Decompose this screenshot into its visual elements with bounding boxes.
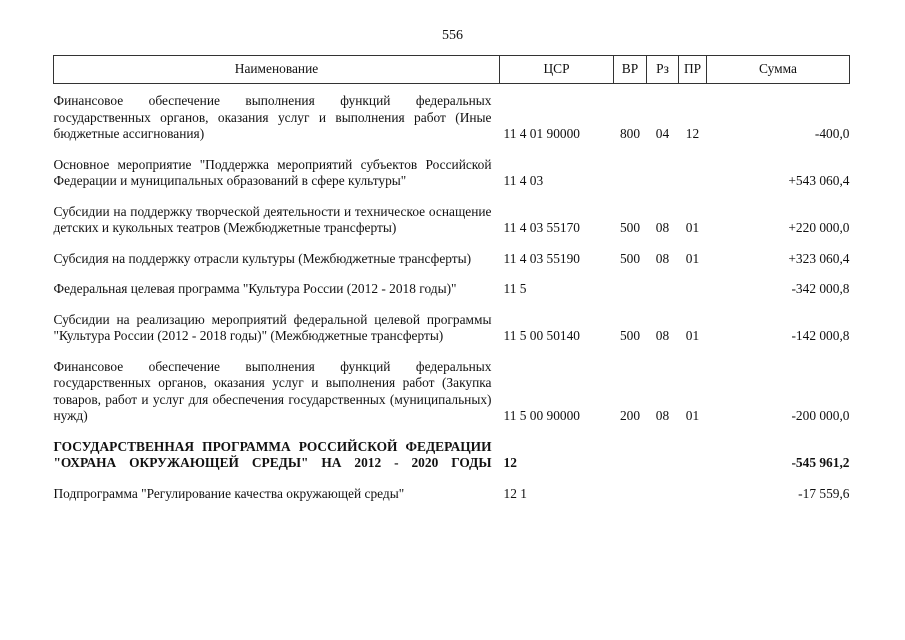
row-name: Субсидия на поддержку отрасли культуры (Межбюджетные трансферты): [53, 250, 472, 266]
header-name: Наименование: [54, 56, 500, 84]
row-sum: +220 000,0: [788, 220, 850, 235]
row-name: Подпрограмма "Регулирование качества окружающей среды": [53, 485, 405, 501]
row-rz: [647, 150, 679, 197]
table-row: [54, 432, 850, 479]
row-rz: [647, 274, 679, 305]
row-pr: 01: [685, 328, 700, 343]
page-number: 556: [442, 28, 463, 43]
row-pr: [679, 479, 707, 510]
row-csr: 11 4 03 55190: [503, 250, 580, 266]
row-vr: [614, 274, 647, 305]
row-name: Субсидии на поддержку творческой деятельности и техническое оснащение детских и кукольных театров (Межбюджетные трансферты): [53, 203, 492, 235]
header-vr: ВР: [614, 56, 647, 84]
row-csr: 11 4 03: [503, 173, 544, 188]
row-csr: 11 4 01 90000: [503, 126, 580, 141]
row-pr: 01: [685, 408, 700, 423]
table-header: [54, 56, 850, 84]
table-row: [54, 352, 850, 432]
row-name: Субсидии на реализацию мероприятий федеральной целевой программы "Культура России (2012 - 2018 годы)" (Межбюджетные трансферты): [53, 311, 492, 343]
row-vr: 800: [619, 126, 641, 141]
header-pr: ПР: [679, 56, 707, 84]
row-rz: 04: [655, 126, 670, 141]
row-name: Основное мероприятие "Поддержка мероприятий субъектов Российской Федерации и муниципальных образований в сфере культуры": [53, 156, 492, 188]
budget-table: [53, 55, 850, 509]
table-row: [54, 197, 850, 244]
table-row: [54, 479, 850, 510]
row-vr: [614, 150, 647, 197]
table-body: [54, 84, 850, 510]
row-pr: [679, 150, 707, 197]
row-rz: [647, 479, 679, 510]
row-rz: 08: [655, 250, 670, 266]
row-sum: -342 000,8: [791, 281, 850, 296]
row-csr: 12: [503, 455, 517, 470]
row-sum: -545 961,2: [791, 455, 850, 470]
table-row: [54, 84, 850, 150]
row-rz: 08: [655, 328, 670, 343]
header-csr: ЦСР: [500, 56, 614, 84]
row-csr: 11 5: [503, 281, 527, 296]
row-pr: 01: [685, 250, 700, 266]
row-pr: [679, 432, 707, 479]
row-csr: 12 1: [503, 485, 527, 501]
row-csr: 11 5 00 50140: [503, 328, 580, 343]
row-vr: 500: [619, 328, 641, 343]
header-rz: Рз: [647, 56, 679, 84]
row-name: Федеральная целевая программа "Культура России (2012 - 2018 годы)": [53, 281, 457, 296]
row-sum: -17 559,6: [798, 485, 850, 501]
row-pr: 12: [685, 126, 700, 141]
row-sum: +543 060,4: [788, 173, 850, 188]
row-sum: -142 000,8: [791, 328, 850, 343]
row-sum: -200 000,0: [791, 408, 850, 423]
row-vr: [614, 479, 647, 510]
row-csr: 11 5 00 90000: [503, 408, 580, 423]
row-name: Финансовое обеспечение выполнения функций федеральных государственных органов, оказания услуг и выполнения работ (Иные бюджетные ассигнования): [53, 93, 492, 141]
row-vr: 500: [619, 220, 641, 235]
row-sum: +323 060,4: [788, 250, 850, 266]
table-row: [54, 305, 850, 352]
row-rz: 08: [655, 408, 670, 423]
table-row: [54, 244, 850, 275]
row-name: ГОСУДАРСТВЕННАЯ ПРОГРАММА РОССИЙСКОЙ ФЕДЕРАЦИИ "ОХРАНА ОКРУЖАЮЩЕЙ СРЕДЫ" НА 2012 - 2020 ГОДЫ: [53, 438, 492, 470]
row-pr: [679, 274, 707, 305]
row-vr: [614, 432, 647, 479]
row-vr: 200: [619, 408, 641, 423]
row-name: Финансовое обеспечение выполнения функций федеральных государственных органов, оказания услуг и выполнения работ (Закупка товаров, работ и услуг для обеспечения государственных (муниципальных) нужд): [53, 358, 492, 423]
table-row: [54, 274, 850, 305]
header-sum: Сумма: [707, 56, 850, 84]
row-sum: -400,0: [814, 126, 850, 141]
row-pr: 01: [685, 220, 700, 235]
row-vr: 500: [619, 250, 641, 266]
row-rz: 08: [655, 220, 670, 235]
row-rz: [647, 432, 679, 479]
row-csr: 11 4 03 55170: [503, 220, 580, 235]
table-row: [54, 150, 850, 197]
